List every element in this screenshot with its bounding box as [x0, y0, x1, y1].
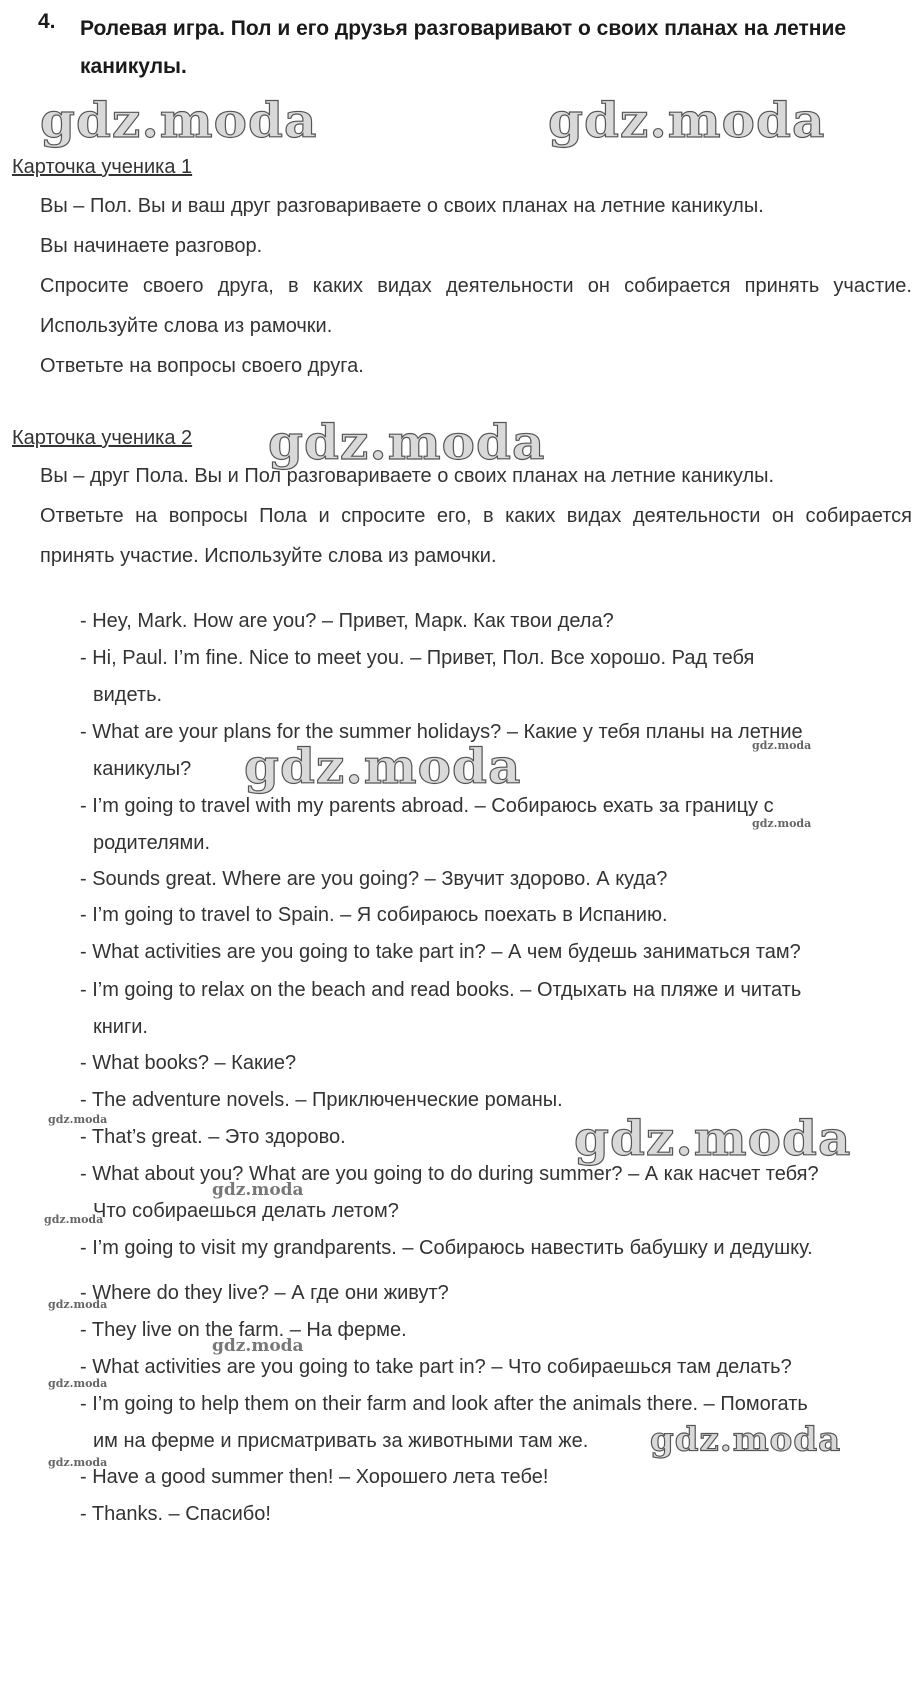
- card1-title: Карточка ученика 1: [12, 156, 193, 178]
- dialogue-line: Что собираешься делать летом?: [93, 1200, 399, 1222]
- dialogue-line: - They live on the farm. – На ферме.: [80, 1319, 407, 1341]
- watermark: gdz.moda: [48, 1298, 108, 1311]
- watermark: gdz.moda: [650, 1421, 842, 1459]
- watermark: gdz.moda: [212, 1336, 304, 1356]
- dialogue-line: - I’m going to help them on their farm and look after the animals there. – Помогать: [80, 1393, 808, 1415]
- watermark: gdz.moda: [752, 817, 812, 830]
- dialogue-line: - Hi, Paul. I’m fine. Nice to meet you. – Привет, Пол. Все хорошо. Рад тебя: [80, 647, 755, 669]
- watermark: gdz.moda: [574, 1110, 852, 1167]
- watermark: gdz.moda: [48, 1113, 108, 1126]
- dialogue-line: - I’m going to travel with my parents abroad. – Собираюсь ехать за границу с: [80, 795, 774, 817]
- card2-text: [40, 456, 912, 576]
- dialogue-line: - What books? – Какие?: [80, 1052, 297, 1074]
- watermark: gdz.moda: [40, 92, 318, 149]
- dialogue-line: - I’m going to travel to Spain. – Я собираюсь поехать в Испанию.: [80, 904, 668, 926]
- dialogue-line: - That’s great. – Это здорово.: [80, 1126, 346, 1148]
- card1-text: [40, 186, 912, 386]
- card1-line: Спросите своего друга, в каких видах деятельности он собирается принять участие. Используйте слова из рамочки.: [40, 275, 912, 337]
- card1-line: Ответьте на вопросы своего друга.: [40, 355, 364, 377]
- dialogue-line: родителями.: [93, 832, 211, 854]
- card2-title: Карточка ученика 2: [12, 427, 193, 449]
- card1-line: Вы – Пол. Вы и ваш друг разговариваете о своих планах на летние каникулы.: [40, 195, 764, 217]
- watermark: gdz.moda: [244, 738, 522, 795]
- dialogue-line: - What activities are you going to take part in? – А чем будешь заниматься там?: [80, 941, 801, 963]
- card2-line: Вы – друг Пола. Вы и Пол разговариваете о своих планах на летние каникулы.: [40, 465, 775, 487]
- dialogue-line: - Sounds great. Where are you going? – Звучит здорово. А куда?: [80, 868, 668, 890]
- watermark: gdz.moda: [44, 1213, 104, 1226]
- watermark: gdz.moda: [752, 739, 812, 752]
- dialogue-line: - What are your plans for the summer holidays? – Какие у тебя планы на летние: [80, 721, 803, 743]
- dialogue-line: - Where do they live? – А где они живут?: [80, 1282, 449, 1304]
- watermark: gdz.moda: [48, 1456, 108, 1469]
- dialogue-line: каникулы?: [93, 758, 192, 780]
- watermark: gdz.moda: [268, 414, 546, 471]
- task-heading: Ролевая игра. Пол и его друзья разговаривают о своих планах на летние каникулы.: [80, 17, 847, 78]
- dialogue-line: - The adventure novels. – Приключенческие романы.: [80, 1089, 563, 1111]
- card1-line: Вы начинаете разговор.: [40, 235, 263, 257]
- dialogue-line: - Thanks. – Спасибо!: [80, 1503, 271, 1525]
- watermark: gdz.moda: [548, 92, 826, 149]
- dialogue-line: - I’m going to relax on the beach and read books. – Отдыхать на пляже и читать: [80, 979, 802, 1001]
- dialogue-line: - Hey, Mark. How are you? – Привет, Марк. Как твои дела?: [80, 610, 614, 632]
- dialogue-line: книги.: [93, 1016, 148, 1038]
- dialogue-line: - Have a good summer then! – Хорошего лета тебе!: [80, 1466, 549, 1488]
- dialogue-line: - I’m going to visit my grandparents. – Собираюсь навестить бабушку и дедушку.: [80, 1237, 813, 1259]
- card2-line: Ответьте на вопросы Пола и спросите его, в каких видах деятельности он собирается принять участие. Используйте слова из рамочки.: [40, 505, 912, 567]
- dialogue-line: - What activities are you going to take part in? – Что собираешься там делать?: [80, 1356, 792, 1378]
- dialogue-line: видеть.: [93, 684, 163, 706]
- watermark: gdz.moda: [212, 1180, 304, 1200]
- task-number: 4.: [38, 10, 56, 33]
- dialogue-line: им на ферме и присматривать за животными там же.: [93, 1430, 589, 1452]
- dialogue-line: - What about you? What are you going to do during summer? – А как насчет тебя?: [80, 1163, 819, 1185]
- watermark: gdz.moda: [48, 1377, 108, 1390]
